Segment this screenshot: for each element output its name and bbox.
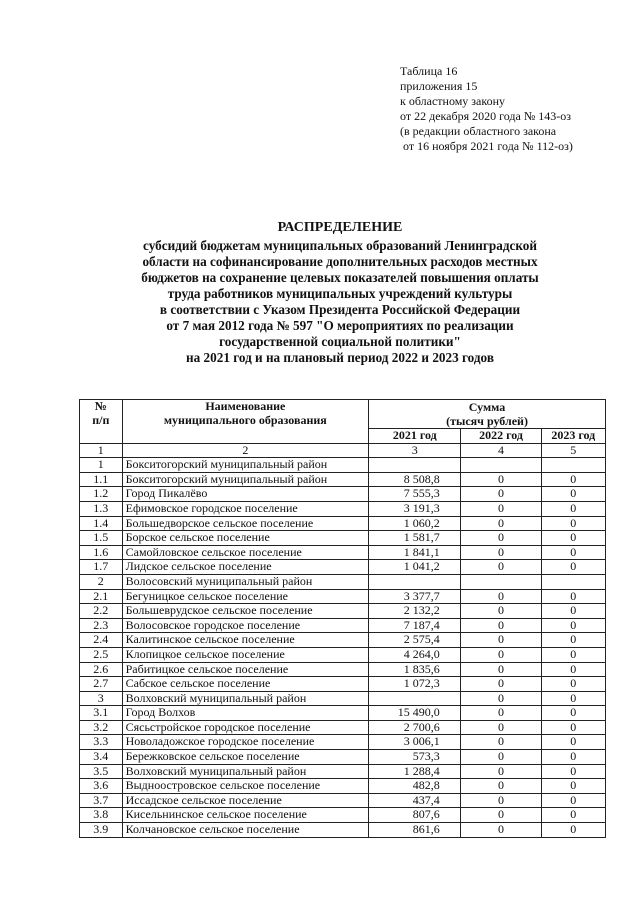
- row-value-2022: 0: [461, 516, 541, 531]
- row-value-2021: [369, 545, 461, 560]
- row-name: Город Волхов: [122, 706, 368, 721]
- row-name: Выдноостровское сельское поселение: [122, 779, 368, 794]
- table-row: [80, 779, 606, 794]
- row-value-2021: [369, 764, 461, 779]
- row-name: Ефимовское городское поселение: [122, 501, 368, 516]
- table-row: [80, 691, 606, 706]
- row-value-2021: [369, 589, 461, 604]
- row-name: Волховский муниципальный район: [122, 764, 368, 779]
- row-number: 3.6: [80, 779, 123, 794]
- row-value-2021-text: 8 508,8: [403, 471, 440, 486]
- row-name: Калитинское сельское поселение: [122, 633, 368, 648]
- row-name: Кисельнинское сельское поселение: [122, 808, 368, 823]
- row-value-2021: [369, 560, 461, 575]
- row-value-2023: 0: [541, 516, 605, 531]
- row-number: 3: [80, 691, 123, 706]
- table-row: [80, 808, 606, 823]
- row-value-2021-text: 437,4: [412, 792, 440, 807]
- column-index: 2: [122, 443, 368, 458]
- row-value-2022: [461, 574, 541, 589]
- table-row: [80, 516, 606, 531]
- table-row: [80, 706, 606, 721]
- table-row: [80, 823, 606, 838]
- row-value-2022: 0: [461, 647, 541, 662]
- approval-line: к областному закону: [400, 94, 506, 108]
- row-value-2022: 0: [461, 604, 541, 619]
- row-number: 2.5: [80, 647, 123, 662]
- row-number: 2.3: [80, 618, 123, 633]
- title-heading: РАСПРЕДЕЛЕНИЕ: [277, 220, 403, 235]
- header-name-line1: Наименование: [205, 399, 286, 413]
- header-num-line2: п/п: [92, 412, 110, 427]
- column-index: 5: [541, 443, 605, 458]
- row-value-2023: 0: [541, 735, 605, 750]
- row-value-2021: [369, 633, 461, 648]
- header-year-2023: 2023 год: [541, 429, 605, 444]
- row-value-2023: 0: [541, 808, 605, 823]
- distribution-table: [79, 399, 606, 838]
- row-name: Бокситогорский муниципальный район: [122, 458, 368, 473]
- approval-line: Таблица 16: [400, 64, 458, 78]
- header-year-2022: 2022 год: [461, 429, 541, 444]
- approval-line: приложения 15: [400, 79, 478, 93]
- row-name: Колчановское сельское поселение: [122, 823, 368, 838]
- row-value-2022: 0: [461, 662, 541, 677]
- row-value-2021: [369, 793, 461, 808]
- header-num: [80, 400, 123, 444]
- column-index: 4: [461, 443, 541, 458]
- table-header-row: [80, 400, 606, 429]
- row-number: 1.4: [80, 516, 123, 531]
- row-value-2021: [369, 720, 461, 735]
- table-row: [80, 560, 606, 575]
- row-value-2023: 0: [541, 618, 605, 633]
- column-index: 1: [80, 443, 123, 458]
- row-value-2021: [369, 647, 461, 662]
- row-value-2023: 0: [541, 720, 605, 735]
- row-value-2021: [369, 472, 461, 487]
- table-row: [80, 662, 606, 677]
- row-value-2023: 0: [541, 604, 605, 619]
- row-value-2021: [369, 677, 461, 692]
- row-name: Большедворское сельское поселение: [122, 516, 368, 531]
- row-value-2021-text: 1 060,2: [403, 515, 440, 530]
- table-row: [80, 750, 606, 765]
- row-value-2022: 0: [461, 560, 541, 575]
- table-row: [80, 604, 606, 619]
- row-number: 2.2: [80, 604, 123, 619]
- row-value-2021: [369, 458, 461, 473]
- row-number: 3.5: [80, 764, 123, 779]
- row-name: Волосовское городское поселение: [122, 618, 368, 633]
- table-row: [80, 677, 606, 692]
- row-number: 1.3: [80, 501, 123, 516]
- row-value-2023: 0: [541, 501, 605, 516]
- row-number: 2.1: [80, 589, 123, 604]
- title-line: области на софинансирование дополнительных расходов местных: [142, 254, 538, 269]
- row-value-2022: 0: [461, 589, 541, 604]
- row-number: 1.5: [80, 531, 123, 546]
- title-line: бюджетов на сохранение целевых показателей повышения оплаты: [141, 270, 539, 285]
- row-value-2023: 0: [541, 764, 605, 779]
- row-value-2023: 0: [541, 823, 605, 838]
- row-value-2021-text: 2 575,4: [403, 632, 440, 647]
- row-value-2021-text: 15 490,0: [397, 705, 440, 720]
- row-value-2022: 0: [461, 487, 541, 502]
- header-name-line2: муниципального образования: [163, 412, 327, 427]
- row-value-2023: 0: [541, 472, 605, 487]
- row-name: Иссадское сельское поселение: [122, 793, 368, 808]
- row-value-2022: 0: [461, 633, 541, 648]
- row-value-2021-text: 7 187,4: [403, 617, 440, 632]
- row-name: Волховский муниципальный район: [122, 691, 368, 706]
- row-value-2022: 0: [461, 764, 541, 779]
- row-number: 1.6: [80, 545, 123, 560]
- row-name: Бокситогорский муниципальный район: [122, 472, 368, 487]
- row-value-2021-text: 1 288,4: [403, 763, 440, 778]
- row-name: Борское сельское поселение: [122, 531, 368, 546]
- document-title: [60, 220, 620, 366]
- column-index: 3: [369, 443, 461, 458]
- header-num-line1: №: [94, 399, 107, 413]
- row-value-2023: 0: [541, 662, 605, 677]
- row-value-2022: [461, 458, 541, 473]
- row-name: Сясьстройское городское поселение: [122, 720, 368, 735]
- table-row: [80, 589, 606, 604]
- title-line: на 2021 год и на плановый период 2022 и 2023 годов: [186, 350, 494, 365]
- row-name: Город Пикалёво: [122, 487, 368, 502]
- row-value-2023: 0: [541, 633, 605, 648]
- row-value-2021-text: 1 072,3: [403, 676, 440, 691]
- table-row: [80, 458, 606, 473]
- row-value-2021-text: 573,3: [412, 749, 440, 764]
- row-value-2021-text: 4 264,0: [403, 646, 440, 661]
- row-value-2021-text: 1 581,7: [403, 530, 440, 545]
- row-number: 2: [80, 574, 123, 589]
- table-row: [80, 574, 606, 589]
- row-value-2021: [369, 618, 461, 633]
- row-value-2022: 0: [461, 720, 541, 735]
- row-value-2022: 0: [461, 545, 541, 560]
- table-row: [80, 735, 606, 750]
- row-value-2021-text: 1 041,2: [403, 559, 440, 574]
- column-index-row: [80, 443, 606, 458]
- table-row: [80, 472, 606, 487]
- row-number: 3.2: [80, 720, 123, 735]
- row-value-2021-text: 482,8: [412, 778, 440, 793]
- row-number: 3.3: [80, 735, 123, 750]
- row-number: 3.1: [80, 706, 123, 721]
- table-row: [80, 545, 606, 560]
- row-value-2021: [369, 750, 461, 765]
- row-name: Рабитицкое сельское поселение: [122, 662, 368, 677]
- row-value-2023: [541, 458, 605, 473]
- row-value-2022: 0: [461, 691, 541, 706]
- row-value-2023: 0: [541, 691, 605, 706]
- row-name: Бережковское сельское поселение: [122, 750, 368, 765]
- table-row: [80, 764, 606, 779]
- row-value-2022: 0: [461, 531, 541, 546]
- row-name: Бегуницкое сельское поселение: [122, 589, 368, 604]
- row-value-2023: 0: [541, 750, 605, 765]
- table-row: [80, 633, 606, 648]
- row-number: 2.6: [80, 662, 123, 677]
- table-row: [80, 618, 606, 633]
- approval-line: от 22 декабря 2020 года № 143-оз: [400, 109, 572, 123]
- table-row: [80, 501, 606, 516]
- row-value-2021-text: 7 555,3: [403, 486, 440, 501]
- row-value-2021: [369, 823, 461, 838]
- row-value-2021-text: 2 132,2: [403, 603, 440, 618]
- row-value-2021-text: 3 191,3: [403, 500, 440, 515]
- header-sum: [369, 400, 606, 429]
- row-value-2021: [369, 604, 461, 619]
- header-name: [122, 400, 368, 444]
- header-sum-line1: Сумма: [468, 400, 506, 414]
- row-value-2022: 0: [461, 618, 541, 633]
- row-value-2021-text: 1 835,6: [403, 661, 440, 676]
- row-number: 1: [80, 458, 123, 473]
- row-value-2023: 0: [541, 545, 605, 560]
- row-name: Самойловское сельское поселение: [122, 545, 368, 560]
- row-value-2021: [369, 662, 461, 677]
- row-value-2022: 0: [461, 706, 541, 721]
- row-value-2021: [369, 779, 461, 794]
- row-value-2021-text: 807,6: [412, 807, 440, 822]
- row-number: 3.7: [80, 793, 123, 808]
- table-row: [80, 487, 606, 502]
- row-name: Волосовский муниципальный район: [122, 574, 368, 589]
- row-number: 2.4: [80, 633, 123, 648]
- row-value-2021-text: 3 377,7: [403, 588, 440, 603]
- row-value-2022: 0: [461, 472, 541, 487]
- row-number: 1.2: [80, 487, 123, 502]
- row-name: Большеврудское сельское поселение: [122, 604, 368, 619]
- row-value-2023: 0: [541, 589, 605, 604]
- row-value-2022: 0: [461, 779, 541, 794]
- table-row: [80, 531, 606, 546]
- row-value-2022: 0: [461, 735, 541, 750]
- row-name: Новоладожское городское поселение: [122, 735, 368, 750]
- row-value-2021: [369, 531, 461, 546]
- row-value-2021: [369, 516, 461, 531]
- row-number: 2.7: [80, 677, 123, 692]
- title-line: государственной социальной политики": [219, 334, 461, 349]
- table-row: [80, 793, 606, 808]
- title-line: от 7 мая 2012 года № 597 "О мероприятиях по реализации: [166, 318, 514, 333]
- row-value-2022: 0: [461, 808, 541, 823]
- approval-line: от 16 ноября 2021 года № 112-оз): [400, 139, 573, 153]
- row-number: 3.4: [80, 750, 123, 765]
- row-value-2022: 0: [461, 501, 541, 516]
- row-value-2023: 0: [541, 647, 605, 662]
- row-value-2021-text: 1 841,1: [403, 544, 440, 559]
- row-value-2022: 0: [461, 677, 541, 692]
- row-number: 3.8: [80, 808, 123, 823]
- row-name: Лидское сельское поселение: [122, 560, 368, 575]
- row-value-2023: 0: [541, 793, 605, 808]
- row-value-2021-text: 3 006,1: [403, 734, 440, 749]
- row-value-2023: 0: [541, 487, 605, 502]
- row-value-2023: 0: [541, 560, 605, 575]
- row-value-2023: 0: [541, 531, 605, 546]
- row-value-2021: [369, 574, 461, 589]
- row-value-2021: [369, 735, 461, 750]
- row-value-2021-text: 861,6: [412, 822, 440, 837]
- header-year-2021: 2021 год: [369, 429, 461, 444]
- row-value-2021-text: 2 700,6: [403, 719, 440, 734]
- row-value-2023: [541, 574, 605, 589]
- row-value-2021: [369, 487, 461, 502]
- header-sum-line2: (тысяч рублей): [446, 414, 528, 428]
- row-value-2021: [369, 808, 461, 823]
- row-value-2022: 0: [461, 793, 541, 808]
- row-value-2021: [369, 501, 461, 516]
- title-line: труда работников муниципальных учреждений культуры: [167, 286, 513, 301]
- row-name: Клопицкое сельское поселение: [122, 647, 368, 662]
- row-value-2022: 0: [461, 750, 541, 765]
- approval-stamp: [400, 64, 573, 154]
- row-number: 1.7: [80, 560, 123, 575]
- approval-line: (в редакции областного закона: [400, 124, 557, 138]
- row-value-2023: 0: [541, 677, 605, 692]
- title-line: в соответствии с Указом Президента Российской Федерации: [159, 302, 521, 317]
- row-value-2021: [369, 691, 461, 706]
- title-line: субсидий бюджетам муниципальных образований Ленинградской: [143, 238, 537, 253]
- row-value-2022: 0: [461, 823, 541, 838]
- row-value-2023: 0: [541, 706, 605, 721]
- table-row: [80, 720, 606, 735]
- row-value-2021: [369, 706, 461, 721]
- row-name: Сабское сельское поселение: [122, 677, 368, 692]
- row-number: 3.9: [80, 823, 123, 838]
- row-value-2023: 0: [541, 779, 605, 794]
- row-number: 1.1: [80, 472, 123, 487]
- table-row: [80, 647, 606, 662]
